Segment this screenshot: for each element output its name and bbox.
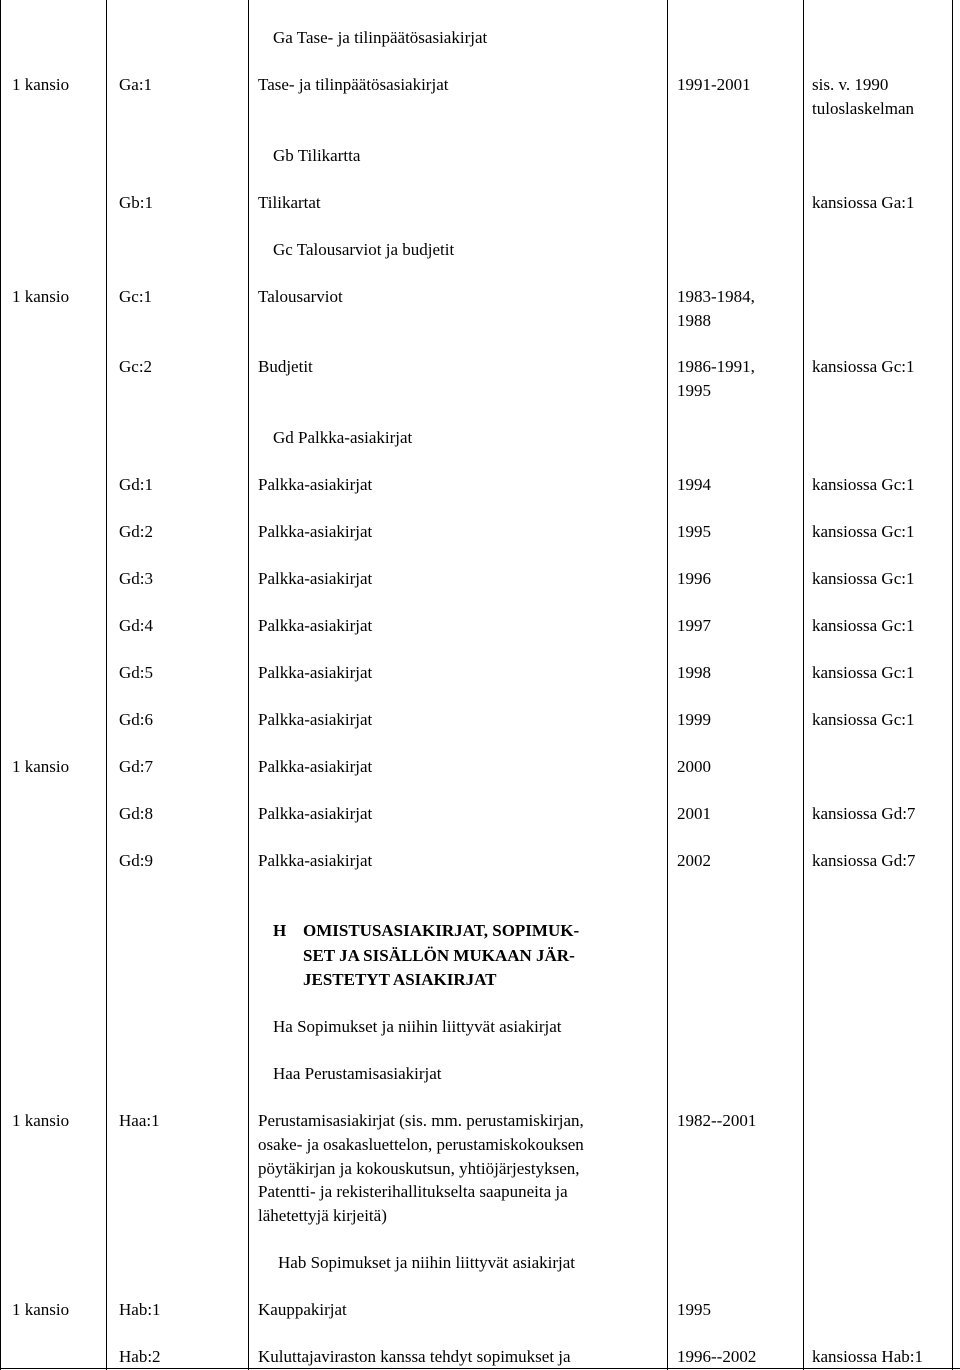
table-border-right: [952, 0, 953, 1370]
table-border-bottom: [0, 1368, 960, 1369]
row-years: 2002: [677, 851, 711, 870]
row-count: 1 kansio: [12, 757, 70, 776]
row-note: tuloslaskelman: [812, 99, 914, 118]
row-years: 1991-2001: [677, 75, 751, 94]
table-border-left: [0, 0, 1, 1370]
row-title-line: Perustamisasiakirjat (sis. mm. perustamiskirjan,: [258, 1111, 584, 1130]
row-code: Gd:3: [119, 569, 153, 588]
row-title: Talousarviot: [258, 287, 343, 306]
column-divider-1: [106, 0, 107, 1370]
row-years: 1982--2001: [677, 1111, 757, 1130]
row-years: 1986-1991,: [677, 357, 755, 376]
row-years: 1983-1984,: [677, 287, 755, 306]
row-title: Palkka-asiakirjat: [258, 710, 373, 729]
row-title: Palkka-asiakirjat: [258, 804, 373, 823]
row-note: kansiossa Gc:1: [812, 357, 915, 376]
row-note: kansiossa Hab:1: [812, 1347, 923, 1366]
row-years: 1997: [677, 616, 711, 635]
row-years: 2000: [677, 757, 711, 776]
row-title: Palkka-asiakirjat: [258, 851, 373, 870]
section-heading-haa: Haa Perustamisasiakirjat: [273, 1064, 442, 1083]
section-heading-hab: Hab Sopimukset ja niihin liittyvät asiakirjat: [278, 1253, 575, 1272]
column-divider-3: [667, 0, 668, 1370]
row-code: Gd:5: [119, 663, 153, 682]
row-code: Gc:2: [119, 357, 153, 376]
row-code: Gd:6: [119, 710, 153, 729]
row-title: Kuluttajaviraston kanssa tehdyt sopimukset ja: [258, 1347, 571, 1366]
row-note: kansiossa Gd:7: [812, 851, 916, 870]
row-years: 1998: [677, 663, 711, 682]
row-years: 1988: [677, 311, 711, 330]
row-years: 1994: [677, 475, 711, 494]
row-years: 1999: [677, 710, 711, 729]
row-title: Palkka-asiakirjat: [258, 663, 373, 682]
row-code: Gd:2: [119, 522, 153, 541]
row-years: 1995: [677, 1300, 711, 1319]
row-title: Tase- ja tilinpäätösasiakirjat: [258, 75, 449, 94]
section-heading-gc: Gc Talousarviot ja budjetit: [273, 240, 455, 259]
row-years: 2001: [677, 804, 711, 823]
row-title: Kauppakirjat: [258, 1300, 347, 1319]
row-years: 1996--2002: [677, 1347, 757, 1366]
column-divider-2: [248, 0, 249, 1370]
section-heading-h-line: SET JA SISÄLLÖN MUKAAN JÄR-: [303, 946, 575, 965]
row-title-line: pöytäkirjan ja kokouskutsun, yhtiöjärjestyksen,: [258, 1159, 580, 1178]
row-count: 1 kansio: [12, 1111, 70, 1130]
row-count: 1 kansio: [12, 75, 70, 94]
row-code: Gd:8: [119, 804, 153, 823]
row-title: Palkka-asiakirjat: [258, 616, 373, 635]
row-title: Tilikartat: [258, 193, 321, 212]
row-count: 1 kansio: [12, 1300, 70, 1319]
row-title-line: osake- ja osakasluettelon, perustamiskokouksen: [258, 1135, 584, 1154]
row-note: kansiossa Gd:7: [812, 804, 916, 823]
row-years: 1995: [677, 522, 711, 541]
row-code: Ga:1: [119, 75, 153, 94]
section-heading-gd: Gd Palkka-asiakirjat: [273, 428, 413, 447]
row-code: Hab:2: [119, 1347, 161, 1366]
section-heading-h-line: JESTETYT ASIAKIRJAT: [303, 970, 497, 989]
row-title: Palkka-asiakirjat: [258, 757, 373, 776]
row-note: kansiossa Gc:1: [812, 522, 915, 541]
row-code: Gd:4: [119, 616, 153, 635]
row-code: Gc:1: [119, 287, 153, 306]
row-code: Haa:1: [119, 1111, 160, 1130]
row-note: kansiossa Gc:1: [812, 569, 915, 588]
section-heading-ha: Ha Sopimukset ja niihin liittyvät asiakirjat: [273, 1017, 562, 1036]
section-heading-gb: Gb Tilikartta: [273, 146, 361, 165]
row-note: sis. v. 1990: [812, 75, 889, 94]
section-heading-h-letter: H: [273, 921, 287, 940]
section-heading-h-line: OMISTUSASIAKIRJAT, SOPIMUK-: [303, 921, 580, 940]
row-note: kansiossa Ga:1: [812, 193, 915, 212]
row-code: Hab:1: [119, 1300, 161, 1319]
row-note: kansiossa Gc:1: [812, 475, 915, 494]
row-title-line: Patentti- ja rekisterihallitukselta saapuneita ja: [258, 1182, 568, 1201]
row-code: Gb:1: [119, 193, 153, 212]
row-note: kansiossa Gc:1: [812, 710, 915, 729]
row-title: Budjetit: [258, 357, 313, 376]
row-title: Palkka-asiakirjat: [258, 522, 373, 541]
row-count: 1 kansio: [12, 287, 70, 306]
row-note: kansiossa Gc:1: [812, 616, 915, 635]
row-code: Gd:1: [119, 475, 153, 494]
section-heading-ga: Ga Tase- ja tilinpäätösasiakirjat: [273, 28, 488, 47]
row-years: 1995: [677, 381, 711, 400]
row-code: Gd:7: [119, 757, 153, 776]
row-note: kansiossa Gc:1: [812, 663, 915, 682]
row-title: Palkka-asiakirjat: [258, 475, 373, 494]
column-divider-4: [803, 0, 804, 1370]
row-years: 1996: [677, 569, 711, 588]
row-code: Gd:9: [119, 851, 153, 870]
row-title-line: lähetettyjä kirjeitä): [258, 1206, 387, 1225]
row-title: Palkka-asiakirjat: [258, 569, 373, 588]
